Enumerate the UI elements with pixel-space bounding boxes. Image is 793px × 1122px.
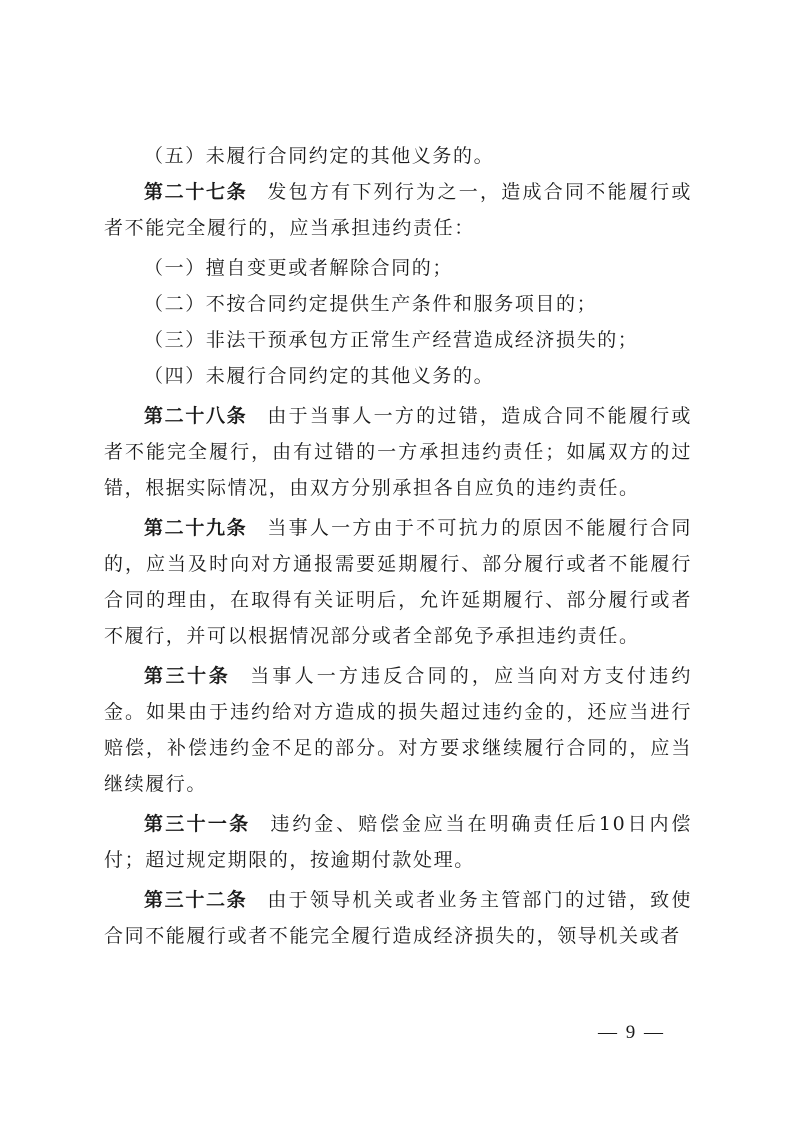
article-heading: 第二十七条 xyxy=(144,181,248,203)
article-heading: 第三十二条 xyxy=(144,889,248,911)
article-29 xyxy=(104,510,692,654)
article-27 xyxy=(104,174,692,246)
document-body xyxy=(104,138,692,958)
paragraph-text: （二）不按合同约定提供生产条件和服务项目的； xyxy=(144,293,598,315)
clause-item-2 xyxy=(104,286,692,322)
clause-item-3 xyxy=(104,322,692,358)
paragraph-text: 当事人一方违反合同的，应当向对方支付违约金。如果由于违约给对方造成的损失超过违约金的，还应当进行赔偿，补偿违约金不足的部分。对方要求继续履行合同的，应当继续履行。 xyxy=(104,665,692,795)
article-30 xyxy=(104,658,692,802)
clause-item-5 xyxy=(104,138,692,174)
paragraph-text: 当事人一方由于不可抗力的原因不能履行合同的，应当及时向对方通报需要延期履行、部分履行或者不能履行合同的理由，在取得有关证明后，允许延期履行、部分履行或者不履行，并可以根据情况部分或者全部免予承担违约责任。 xyxy=(104,517,692,647)
clause-item-1 xyxy=(104,250,692,286)
article-heading: 第三十一条 xyxy=(144,813,251,835)
article-28 xyxy=(104,398,692,506)
article-heading: 第二十八条 xyxy=(144,405,248,427)
article-32 xyxy=(104,882,692,954)
paragraph-text: 由于领导机关或者业务主管部门的过错，致使合同不能履行或者不能完全履行造成经济损失的，领导机关或者 xyxy=(104,889,692,947)
article-heading: 第三十条 xyxy=(144,665,231,687)
article-heading: 第二十九条 xyxy=(144,517,248,539)
paragraph-text: （三）非法干预承包方正常生产经营造成经济损失的； xyxy=(144,329,639,351)
paragraph-text: 违约金、赔偿金应当在明确责任后10日内偿付；超过规定期限的，按逾期付款处理。 xyxy=(104,813,692,871)
paragraph-text: （一）擅自变更或者解除合同的； xyxy=(144,257,454,279)
paragraph-text: （五）未履行合同约定的其他义务的。 xyxy=(144,145,495,167)
page-number: — 9 — xyxy=(598,1022,665,1043)
clause-item-4 xyxy=(104,358,692,394)
paragraph-text: 由于当事人一方的过错，造成合同不能履行或者不能完全履行，由有过错的一方承担违约责任；如属双方的过错，根据实际情况，由双方分别承担各自应负的违约责任。 xyxy=(104,405,692,499)
paragraph-text: （四）未履行合同约定的其他义务的。 xyxy=(144,365,495,387)
article-31 xyxy=(104,806,692,878)
paragraph-text: 发包方有下列行为之一，造成合同不能履行或者不能完全履行的，应当承担违约责任： xyxy=(104,181,692,239)
